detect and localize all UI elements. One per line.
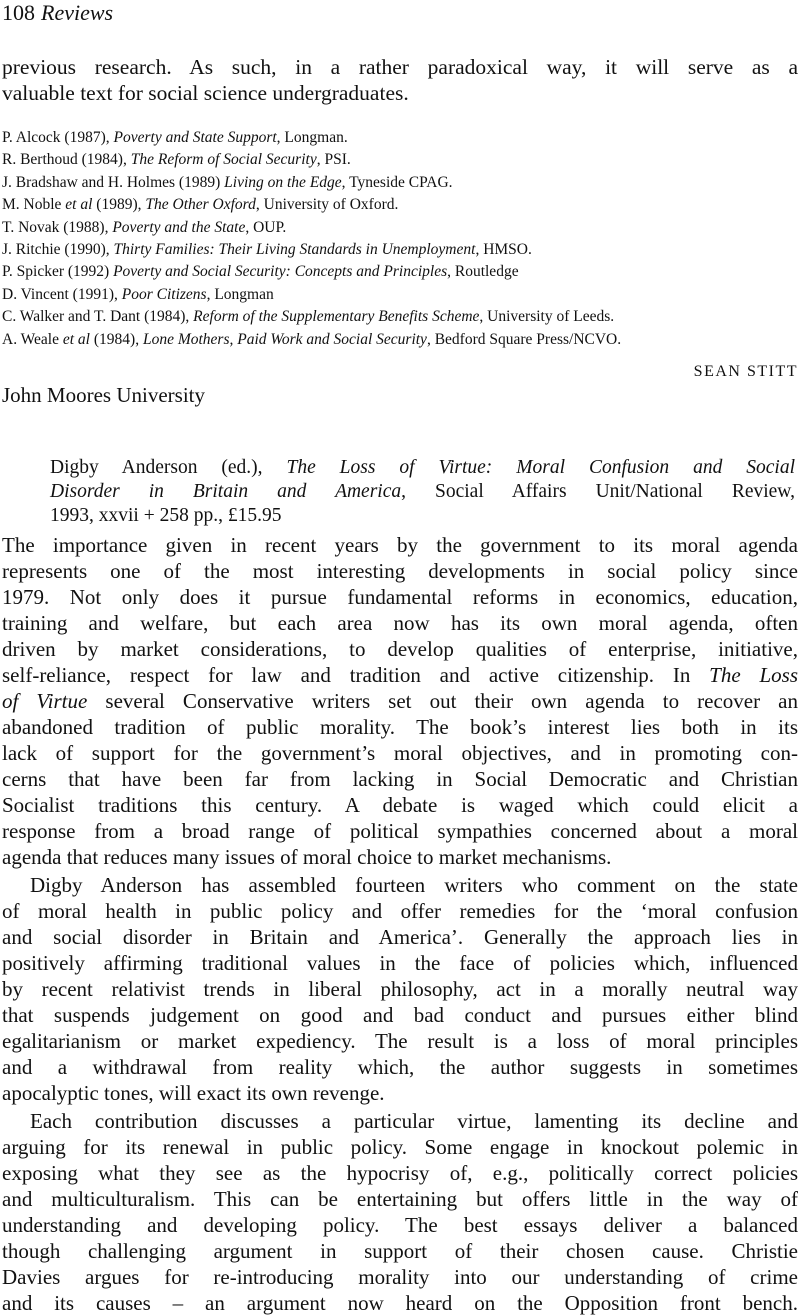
- book-publisher: , Social Affairs Unit/National Review,: [401, 481, 795, 502]
- running-head: [2, 0, 113, 26]
- review-body: [2, 532, 798, 1316]
- text-line: lack of support for the government’s moral objectives, and in promoting con-: [2, 741, 798, 765]
- text-line: and social disorder in Britain and America’. Generally the approach lies in: [2, 925, 798, 949]
- text-line: self-reliance, respect for law and tradition and active citizenship. In The Loss: [2, 663, 799, 687]
- text-line: though challenging argument in support of their chosen cause. Christie: [2, 1239, 798, 1263]
- reference-list: [2, 127, 798, 351]
- text-line: Davies argues for re-introducing morality into our understanding of crime: [2, 1265, 798, 1289]
- page-number: 108: [2, 0, 35, 25]
- section-title: Reviews: [41, 0, 114, 25]
- text-line: cerns that have been far from lacking in Social Democratic and Christian: [2, 767, 798, 791]
- text-line: apocalyptic tones, will exact its own revenge.: [2, 1081, 385, 1105]
- reference-item: P. Alcock (1987), Poverty and State Support, Longman.: [2, 129, 348, 146]
- text-line: valuable text for social science undergraduates.: [2, 81, 409, 105]
- text-line: agenda that reduces many issues of moral choice to market mechanisms.: [2, 845, 612, 869]
- text-line: understanding and developing policy. The best essays deliver a balanced: [2, 1213, 798, 1237]
- text-line: abandoned tradition of public morality. The book’s interest lies both in its: [2, 715, 798, 739]
- text-line: and multiculturalism. This can be entertaining but offers little in the way of: [2, 1187, 798, 1211]
- previous-review-closing-paragraph: [2, 54, 798, 106]
- text-line: egalitarianism or market expediency. The result is a loss of moral principles: [2, 1029, 798, 1053]
- review-paragraph: [2, 872, 798, 1106]
- text-line: positively affirming traditional values in the face of policies which, influenced: [2, 951, 798, 975]
- book-citation-heading: [50, 456, 795, 528]
- review-paragraph: [2, 532, 798, 870]
- reference-item: R. Berthoud (1984), The Reform of Social Security, PSI.: [2, 151, 351, 169]
- text-line: Digby Anderson has assembled fourteen writers who comment on the state: [30, 873, 798, 897]
- reference-item: C. Walker and T. Dant (1984), Reform of the Supplementary Benefits Scheme, University of Leeds.: [2, 308, 615, 326]
- book-editor: Digby Anderson (ed.),: [50, 457, 287, 478]
- text-line: represents one of the most interesting developments in social policy since: [2, 559, 798, 583]
- reference-item: A. Weale et al (1984), Lone Mothers, Paid Work and Social Security, Bedford Square Press/NCVO.: [2, 330, 622, 348]
- text-line: that suspends judgement on good and bad conduct and pursues either blind: [2, 1003, 798, 1027]
- reference-item: J. Bradshaw and H. Holmes (1989) Living on the Edge, Tyneside CPAG.: [2, 173, 453, 191]
- text-line: driven by market considerations, to develop qualities of enterprise, initiative,: [2, 637, 798, 661]
- text-line: Socialist traditions this century. A debate is waged which could elicit a: [2, 793, 798, 817]
- book-citation-line: [50, 480, 795, 504]
- reference-item: J. Ritchie (1990), Thirty Families: Their Living Standards in Unemployment, HMSO.: [2, 241, 532, 259]
- text-line: Each contribution discusses a particular virtue, lamenting its decline and: [30, 1109, 798, 1133]
- reviewer-name: SEAN STITT: [693, 363, 798, 380]
- reference-item: P. Spicker (1992) Poverty and Social Security: Concepts and Principles, Routledge: [2, 263, 519, 281]
- text-line: of moral health in public policy and offer remedies for the ‘moral confusion: [2, 899, 798, 923]
- reviewer-affiliation: John Moores University: [2, 383, 205, 407]
- book-citation-line: [50, 456, 795, 480]
- reference-item: T. Novak (1988), Poverty and the State, OUP.: [2, 218, 287, 236]
- review-paragraph: [2, 1108, 798, 1316]
- text-line: by recent relativist trends in liberal philosophy, act in a morally neutral way: [2, 977, 798, 1001]
- text-line: of Virtue several Conservative writers set out their own agenda to recover an: [2, 689, 799, 713]
- text-line: arguing for its renewal in public policy. Some engage in knockout polemic in: [2, 1135, 798, 1159]
- book-details: 1993, xxvii + 258 pp., £15.95: [50, 505, 282, 526]
- book-title: The Loss of Virtue: Moral Confusion and Social: [286, 457, 795, 478]
- text-line: and a withdrawal from reality which, the author suggests in sometimes: [2, 1055, 798, 1079]
- text-line: response from a broad range of political sympathies concerned about a moral: [2, 819, 798, 843]
- reference-item: D. Vincent (1991), Poor Citizens, Longman: [2, 285, 274, 303]
- text-line: 1979. Not only does it pursue fundamental reforms in economics, education,: [2, 585, 798, 609]
- text-line: The importance given in recent years by the government to its moral agenda: [2, 533, 798, 557]
- text-line: training and welfare, but each area now has its own moral agenda, often: [2, 611, 798, 635]
- text-line: and its causes – an argument now heard on the Opposition front bench.: [2, 1291, 798, 1315]
- text-line: exposing what they see as the hypocrisy of, e.g., politically correct policies: [2, 1161, 798, 1185]
- inline-book-title: of Virtue: [2, 689, 88, 713]
- reference-item: M. Noble et al (1989), The Other Oxford, University of Oxford.: [2, 196, 399, 214]
- text-line: previous research. As such, in a rather paradoxical way, it will serve as a: [2, 55, 798, 79]
- inline-book-title: The Loss: [709, 663, 799, 687]
- book-subtitle: Disorder in Britain and America: [50, 481, 402, 502]
